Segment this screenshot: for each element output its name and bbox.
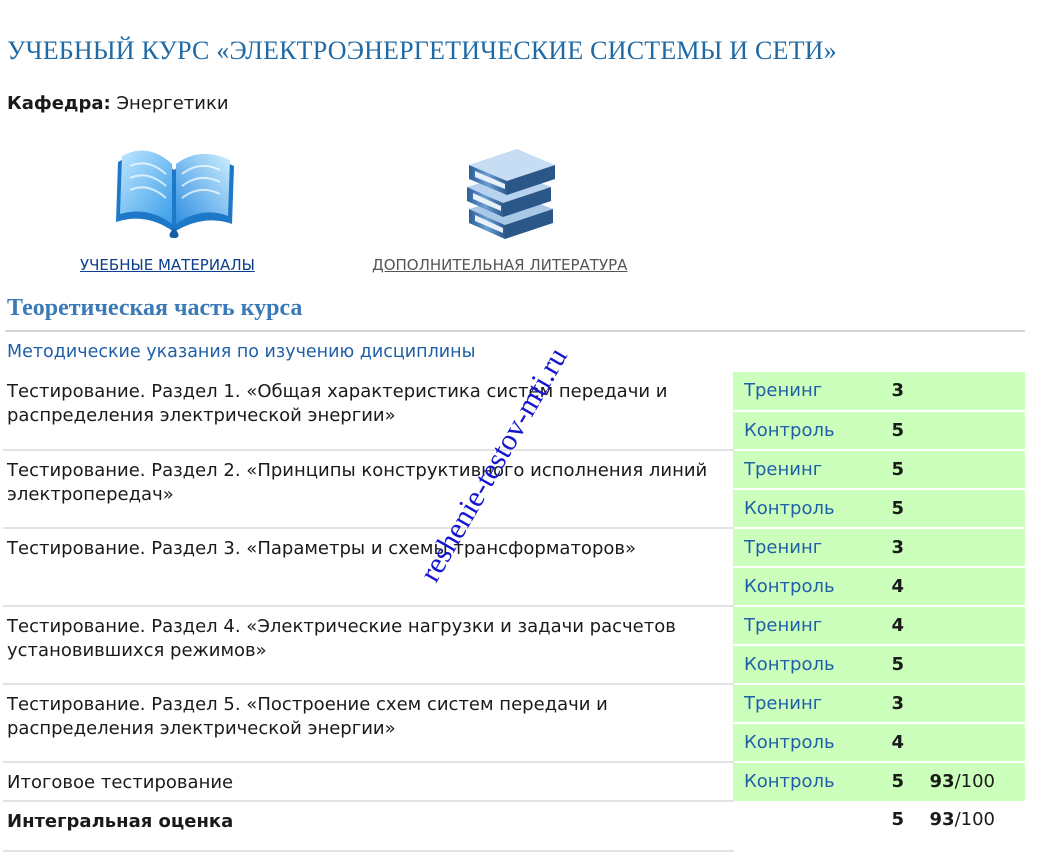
section-3-training-link[interactable]: Тренинг — [734, 528, 884, 567]
section-1-training-link[interactable]: Тренинг — [734, 372, 884, 411]
course-title: УЧЕБНЫЙ КУРС «ЭЛЕКТРОЭНЕРГЕТИЧЕСКИЕ СИСТЕМЫ И СЕТИ» — [7, 36, 837, 65]
empty-cell — [920, 723, 1026, 762]
empty-cell — [920, 450, 1026, 489]
watermark-text: reshenie-testov-mti.ru — [413, 342, 574, 588]
final-test-title: Итоговое тестирование — [3, 762, 734, 801]
section-divider — [5, 330, 1025, 332]
empty-cell — [920, 567, 1026, 606]
empty-cell — [920, 372, 1026, 411]
table-row — [3, 606, 1025, 645]
section-3-control-link[interactable]: Контроль — [734, 567, 884, 606]
integral-points-max: /100 — [954, 809, 995, 830]
department-value: Энергетики — [116, 93, 229, 114]
empty-cell — [920, 684, 1026, 723]
method-guidelines-link[interactable]: Методические указания по изучению дисциплины — [7, 342, 476, 362]
integral-points-value: 93 — [929, 809, 955, 830]
empty-cell — [920, 489, 1026, 528]
table-row — [3, 684, 1025, 723]
final-points-max: /100 — [954, 771, 995, 792]
section-2-training-link[interactable]: Тренинг — [734, 450, 884, 489]
section-1-control-score: 5 — [884, 411, 920, 450]
section-5-title: Тестирование. Раздел 5. «Построение схем систем передачи и распределения электрической энергии» — [3, 684, 734, 762]
section-4-control-link[interactable]: Контроль — [734, 645, 884, 684]
section-3-control-score: 4 — [884, 567, 920, 606]
section-1-training-score: 3 — [884, 372, 920, 411]
section-4-control-score: 5 — [884, 645, 920, 684]
section-5-training-link[interactable]: Тренинг — [734, 684, 884, 723]
final-control-link[interactable]: Контроль — [734, 762, 884, 801]
section-1-control-link[interactable]: Контроль — [734, 411, 884, 450]
empty-cell — [920, 645, 1026, 684]
literature-link[interactable]: ДОПОЛНИТЕЛЬНАЯ ЛИТЕРАТУРА — [372, 256, 628, 274]
final-points — [920, 762, 1026, 801]
integral-points — [920, 801, 1026, 851]
book-stack-icon[interactable] — [455, 135, 565, 245]
table-row — [3, 762, 1025, 801]
section-title: Теоретическая часть курса — [7, 295, 303, 321]
section-3-title: Тестирование. Раздел 3. «Параметры и схемы трансформаторов» — [3, 528, 734, 606]
section-4-training-score: 4 — [884, 606, 920, 645]
department-label: Кафедра: — [7, 93, 111, 114]
table-row — [3, 801, 1025, 851]
section-2-control-score: 5 — [884, 489, 920, 528]
department — [7, 93, 229, 114]
section-2-title: Тестирование. Раздел 2. «Принципы конструктивного исполнения линий электропередач» — [3, 450, 734, 528]
section-5-control-link[interactable]: Контроль — [734, 723, 884, 762]
integral-score: 5 — [884, 801, 920, 851]
final-score: 5 — [884, 762, 920, 801]
open-book-icon[interactable] — [110, 140, 240, 240]
section-4-training-link[interactable]: Тренинг — [734, 606, 884, 645]
section-3-training-score: 3 — [884, 528, 920, 567]
integral-grade-title: Интегральная оценка — [3, 801, 734, 851]
empty-cell — [920, 528, 1026, 567]
section-5-training-score: 3 — [884, 684, 920, 723]
table-row — [3, 528, 1025, 567]
section-5-control-score: 4 — [884, 723, 920, 762]
section-4-title: Тестирование. Раздел 4. «Электрические нагрузки и задачи расчетов установившихся режимов» — [3, 606, 734, 684]
section-2-control-link[interactable]: Контроль — [734, 489, 884, 528]
empty-cell — [920, 606, 1026, 645]
empty-cell — [734, 801, 884, 851]
final-points-value: 93 — [929, 771, 955, 792]
materials-link[interactable]: УЧЕБНЫЕ МАТЕРИАЛЫ — [80, 256, 255, 274]
empty-cell — [920, 411, 1026, 450]
section-1-title: Тестирование. Раздел 1. «Общая характеристика систем передачи и распределения электрической энергии» — [3, 372, 734, 450]
section-2-training-score: 5 — [884, 450, 920, 489]
